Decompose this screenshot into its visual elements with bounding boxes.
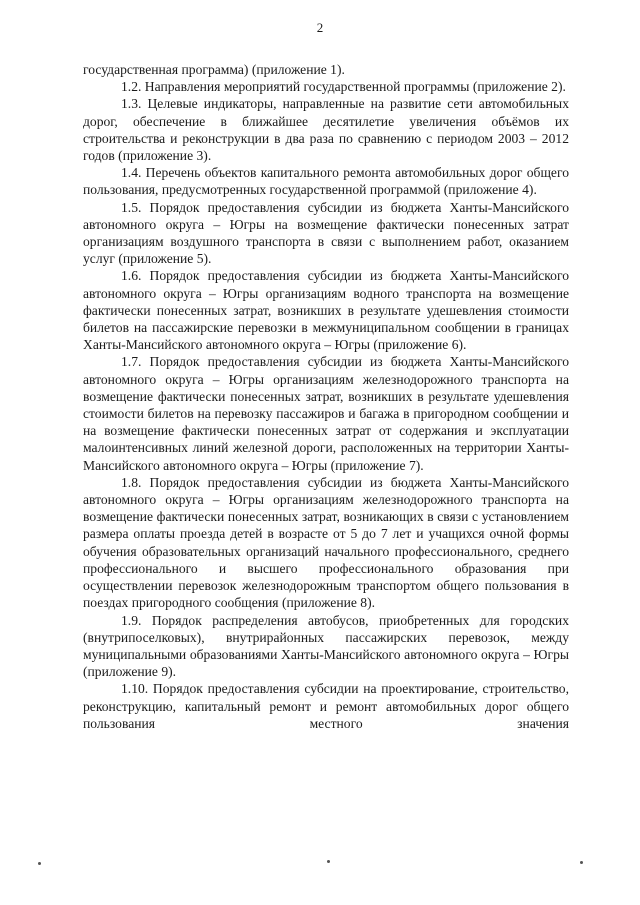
paragraph-item-1-6: 1.6. Порядок предоставления субсидии из бюджета Ханты-Мансийского автономного округа – Югры организациям водного транспорта на возмещение фактически понесенных затрат, возникших в результате удешевления стоимости билетов на пассажирские перевозки в межмуниципальном сообщении в границах Ханты-Мансийского автономного округа – Югры (приложение 6). xyxy=(83,268,569,353)
paragraph-item-1-8: 1.8. Порядок предоставления субсидии из бюджета Ханты-Мансийского автономного округа – Югры организациям железнодорожного транспорта на возмещение фактически понесенных затрат, возникающих в связи с установлением размера оплаты проезда детей в возрасте от 5 до 7 лет и учащихся очной формы обучения образовательных организаций начального профессионального, среднего профессионального и высшего профессионального образования при осуществлении перевозок железнодорожным транспортом общего пользования в поездах пригородного сообщения (приложение 8). xyxy=(83,474,569,611)
paragraph-item-1-9: 1.9. Порядок распределения автобусов, приобретенных для городских (внутрипоселковых), внутрирайонных пассажирских перевозок, между муниципальными образованиями Ханты-Мансийского автономного округа – Югры (приложение 9). xyxy=(83,612,569,680)
scan-speck-left xyxy=(38,862,41,865)
paragraph-item-1-2: 1.2. Направления мероприятий государственной программы (приложение 2). xyxy=(121,79,566,95)
paragraph-item-1-5: 1.5. Порядок предоставления субсидии из бюджета Ханты-Мансийского автономного округа – Югры на возмещение фактически понесенных затрат организациям воздушного транспорта в связи с выполнением работ, оказанием услуг (приложение 5). xyxy=(83,199,569,267)
paragraph-item-1-4: 1.4. Перечень объектов капитального ремонта автомобильных дорог общего пользования, предусмотренных государственной программой (приложение 4). xyxy=(83,165,569,198)
scan-speck-right xyxy=(580,861,583,864)
paragraph-item-1-7: 1.7. Порядок предоставления субсидии из бюджета Ханты-Мансийского автономного округа – Югры организациям железнодорожного транспорта на возмещение фактически понесенных затрат, возникших в результате удешевления стоимости билетов на перевозку пассажиров и багажа в пригородном сообщении и на возмещение фактически понесенных затрат от содержания и эксплуатации малоинтенсивных линий железной дороги, расположенных на территории Ханты-Мансийского автономного округа – Югры (приложение 7). xyxy=(83,354,569,473)
scan-speck-center xyxy=(327,860,330,863)
paragraph-item-1-10: 1.10. Порядок предоставления субсидии на проектирование, строительство, реконструкцию, капитальный ремонт и ремонт автомобильных дорог общего пользования местного значения xyxy=(83,681,569,731)
page-number: 2 xyxy=(316,20,324,35)
paragraph-item-1-3: 1.3. Целевые индикаторы, направленные на развитие сети автомобильных дорог, обеспечение в ближайшее десятилетие увеличения объёмов их строительства и реконструкции в два раза по сравнению с периодом 2003 – 2012 годов (приложение 3). xyxy=(83,96,569,164)
document-body xyxy=(83,61,569,732)
paragraph-continuation: государственная программа) (приложение 1). xyxy=(83,62,345,77)
